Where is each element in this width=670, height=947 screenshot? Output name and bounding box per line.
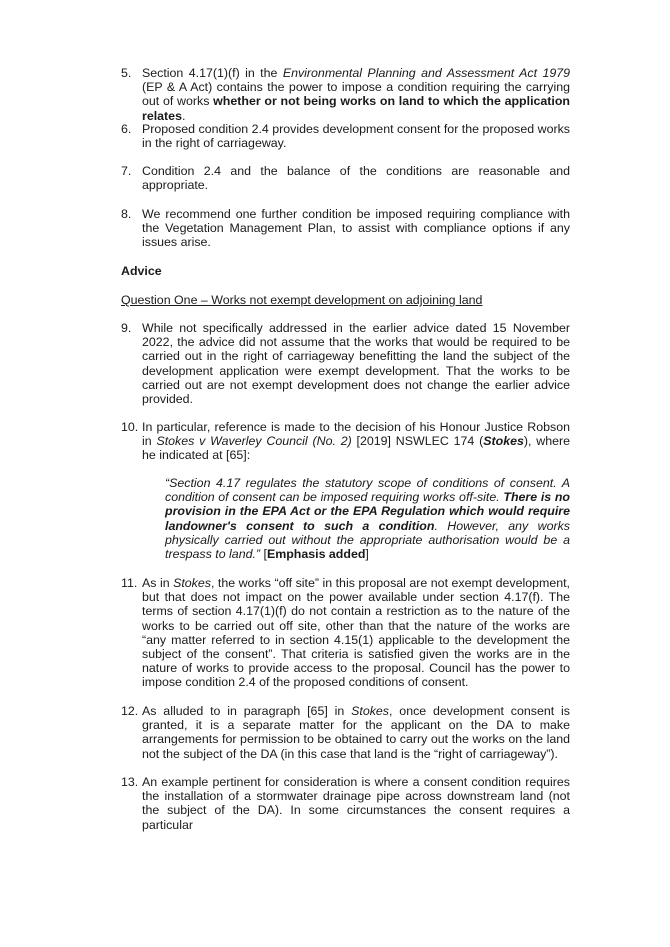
paragraph-6 [121,122,570,150]
advice-heading: Advice [121,264,162,278]
paragraph-text: Condition 2.4 and the balance of the conditions are reasonable and appropriate. [142,164,570,193]
paragraph-8 [121,207,570,250]
paragraph-11 [121,576,570,690]
paragraph-number: 6. [121,122,132,136]
paragraph-13 [121,775,570,832]
quoted-passage: “Section 4.17 regulates the statutory scope of conditions of consent. A condition of consent can be imposed requiring works off-site. There is no provision in the EPA Act or the EPA Regulation which would require landowner's consent to such a condition. However, any works physically carried out without the appropriate authorisation would be a trespass to land.” [Emphasis added] [165,476,570,562]
paragraph-text: Proposed condition 2.4 provides development consent for the proposed works in the right of carriageway. [142,122,570,151]
paragraph-text: Section 4.17(1)(f) in the Environmental Planning and Assessment Act 1979 (EP & A Act) contains the power to impose a condition requiring the carrying out of works whether or not being works on land to which the application relates. [142,66,571,123]
paragraph-number: 8. [121,207,132,221]
paragraph-10 [121,420,570,463]
paragraph-text: As alluded to in paragraph [65] in Stokes, once development consent is granted, it is a separate matter for the applicant on the DA to make arrangements for permission to be obtained to carry out the works on the land not the subject of the DA (in this case that land is the “right of carriageway”). [142,704,570,761]
paragraph-text: An example pertinent for consideration is where a consent condition requires the installation of a stormwater drainage pipe across downstream land (not the subject of the DA). In some circumstances the consent requires a particular [142,775,570,832]
paragraph-text: While not specifically addressed in the earlier advice dated 15 November 2022, the advice did not assume that the works that would be required to be carried out in the right of carriageway benefitting the land the subject of the development application were exempt development. That the works to be carried out are not exempt development does not change the earlier advice provided. [142,321,570,407]
paragraph-7 [121,164,570,192]
paragraph-number: 11. [121,576,138,590]
question-one-heading: Question One – Works not exempt development on adjoining land [121,293,483,307]
paragraph-number: 12. [121,704,139,718]
paragraph-text: As in Stokes, the works “off site” in this proposal are not exempt development, but that does not impact on the power available under section 4.17(f). The terms of section 4.17(1)(f) do not contain a restriction as to the nature of the works to be carried out off site, other than that the nature of the works are “any matter referred to in section 4.15(1) applicable to the development the subject of the consent”. That criteria is satisfied given the works are in the nature of works to provide access to the proposal. Council has the power to impose condition 2.4 of the proposed conditions of consent. [142,576,570,690]
paragraph-text: We recommend one further condition be imposed requiring compliance with the Vegetation Management Plan, to assist with compliance options if any issues arise. [142,207,570,250]
paragraph-5 [121,66,570,123]
paragraph-number: 7. [121,164,132,178]
paragraph-number: 10. [121,420,139,434]
paragraph-number: 5. [121,66,132,80]
paragraph-9 [121,321,570,406]
paragraph-number: 9. [121,321,132,335]
paragraph-number: 13. [121,775,139,789]
paragraph-12 [121,704,570,761]
paragraph-text: In particular, reference is made to the decision of his Honour Justice Robson in Stokes v Waverley Council (No. 2) [2019] NSWLEC 174 (Stokes), where he indicated at [65]: [142,420,570,463]
